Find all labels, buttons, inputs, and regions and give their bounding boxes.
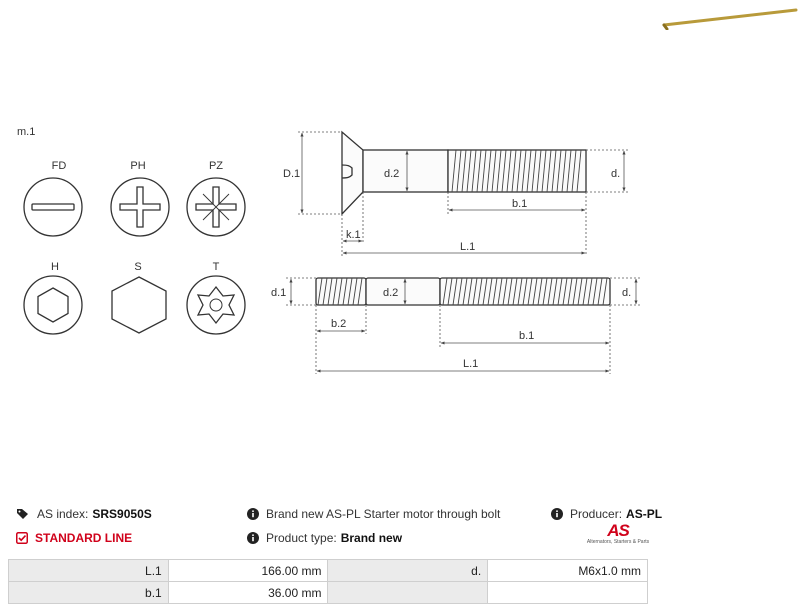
bolt-1-label-D1: D.1 [283, 168, 301, 180]
bolt-1-label-k1: k.1 [346, 229, 361, 241]
slot-drive-icon [24, 178, 82, 236]
head-type-label-fd: FD [51, 160, 67, 172]
product-type-label: Product type: [266, 531, 337, 545]
torx-drive-icon [187, 276, 245, 334]
checkbox-checked-icon [16, 532, 28, 544]
param-label: d. [328, 560, 488, 582]
standard-line [16, 531, 132, 545]
bolt-2-label-d1: d.1 [271, 287, 287, 299]
head-type-label-h: H [51, 261, 59, 273]
table-row [9, 582, 648, 604]
bolt-1-label-d2: d.2 [384, 168, 400, 180]
bolt-2-label-d: d. [622, 287, 632, 299]
hex-head-icon [112, 277, 166, 333]
info-circle-icon [551, 508, 563, 520]
producer-value: AS-PL [626, 507, 663, 521]
section-label: m.1 [17, 126, 36, 138]
bolt-1-label-L1: L.1 [460, 241, 476, 253]
producer-label: Producer: [570, 507, 623, 521]
logo-tagline: Alternators, Starters & Parts [586, 539, 650, 545]
product-type [247, 531, 402, 545]
bolt-2-label-b1: b.1 [519, 330, 535, 342]
info-circle-icon [247, 532, 259, 544]
bolt-2-label-d2: d.2 [383, 287, 399, 299]
head-type-label-pz: PZ [208, 160, 224, 172]
description-text: Brand new AS-PL Starter motor through bolt [266, 507, 501, 521]
as-index [16, 507, 152, 521]
param-label-empty [328, 582, 488, 604]
head-type-label-s: S [134, 261, 142, 273]
bolt-1-label-b1: b.1 [512, 198, 528, 210]
bolt-1-label-d: d. [611, 168, 621, 180]
pozidriv-drive-icon [187, 178, 245, 236]
info-circle-icon [247, 508, 259, 520]
param-label: L.1 [9, 560, 169, 582]
description [247, 507, 500, 521]
parameters-table [8, 559, 648, 604]
logo-mark: AS [607, 521, 629, 540]
bolt-2-label-b2: b.2 [331, 318, 347, 330]
head-type-label-ph: PH [130, 160, 146, 172]
as-index-label: AS index: [37, 507, 89, 521]
standard-line-label: STANDARD LINE [35, 531, 133, 545]
head-type-label-t: T [212, 261, 220, 273]
table-row [9, 560, 648, 582]
product-type-value: Brand new [340, 531, 403, 545]
param-value: M6x1.0 mm [488, 560, 648, 582]
producer [551, 507, 662, 521]
phillips-drive-icon [111, 178, 169, 236]
param-value: 36.00 mm [168, 582, 328, 604]
param-value: 166.00 mm [168, 560, 328, 582]
producer-logo [585, 522, 651, 546]
hex-socket-icon [24, 276, 82, 334]
param-label: b.1 [9, 582, 169, 604]
param-value-empty [488, 582, 648, 604]
tags-icon [16, 508, 30, 520]
bolt-2-label-L1: L.1 [463, 358, 479, 370]
as-index-value: SRS9050S [92, 507, 152, 521]
